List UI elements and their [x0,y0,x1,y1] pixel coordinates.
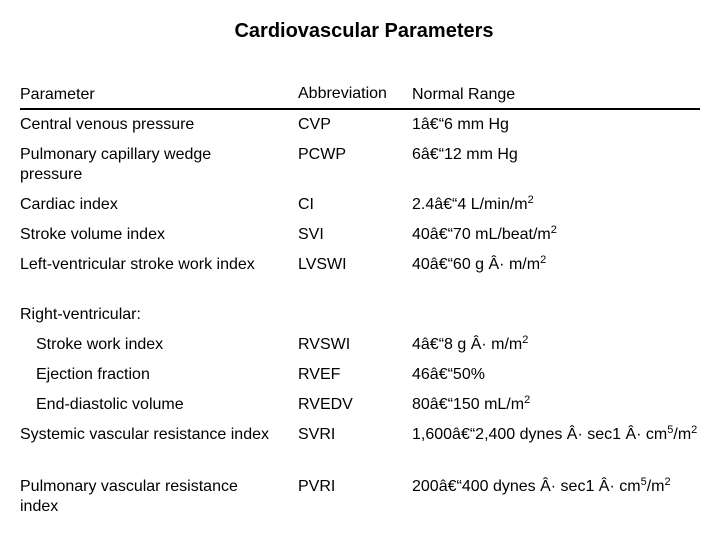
row-range: 1,600â€“2,400 dynes Â· sec1 Â· $cm^5/m^2$ [412,424,698,443]
row-parameter: End-diastolic volume [36,396,184,413]
row-parameter: Pulmonary capillary wedge pressure [20,146,212,183]
row-range: 46â€“50% [412,366,485,383]
table-row [20,190,700,220]
row-abbreviation: SVRI [298,426,336,443]
table-row [20,110,700,140]
row-range: 40â€“70 $mL/beat/m^2$ [412,224,557,243]
page-title: Cardiovascular Parameters [234,20,494,42]
row-abbreviation: RVSWI [298,336,351,353]
row-parameter: Ejection fraction [36,366,150,383]
table-header [20,62,700,110]
table-row [20,420,700,472]
header-normal-range: Normal Range [412,86,516,103]
row-range: 40â€“60 g Â· $m/m^2$ [412,254,547,273]
header-parameter: Parameter [20,86,95,103]
row-range: 200â€“400 dynes Â· sec1 Â· $cm^5/m^2$ [412,476,671,495]
table-row [20,140,700,190]
header-abbreviation: Abbreviation [298,85,387,102]
row-abbreviation: SVI [298,226,324,243]
row-range: 80â€“150 $mL/m^2$ [412,394,531,413]
table-row [20,220,700,250]
parameters-table [20,62,700,524]
row-range: 2.4â€“4 $L/\min/m^2$ [412,194,534,213]
row-parameter: Central venous pressure [20,116,195,133]
table-row [20,472,700,524]
row-parameter: Stroke volume index [20,226,165,243]
row-parameter: Cardiac index [20,196,118,213]
row-parameter: Stroke work index [36,336,164,353]
row-range: 6â€“12 mm Hg [412,146,518,163]
table-row [20,250,700,300]
row-range: 1â€“6 mm Hg [412,116,509,133]
row-group-label: Right-ventricular: [20,306,141,323]
row-abbreviation: CI [298,196,314,213]
row-abbreviation: PCWP [298,146,346,163]
table-row [20,390,700,420]
row-abbreviation: RVEDV [298,396,353,413]
row-abbreviation: PVRI [298,478,336,495]
row-abbreviation: CVP [298,116,331,133]
row-parameter: Left-ventricular stroke work index [20,256,255,273]
table-row [20,330,700,360]
table-row [20,360,700,390]
table-row [20,300,700,330]
row-parameter: Systemic vascular resistance index [20,426,269,443]
row-parameter: Pulmonary vascular resistance index [20,478,238,515]
row-range: 4â€“8 g Â· $m/m^2$ [412,334,529,353]
row-abbreviation: LVSWI [298,256,347,273]
row-abbreviation: RVEF [298,366,341,383]
